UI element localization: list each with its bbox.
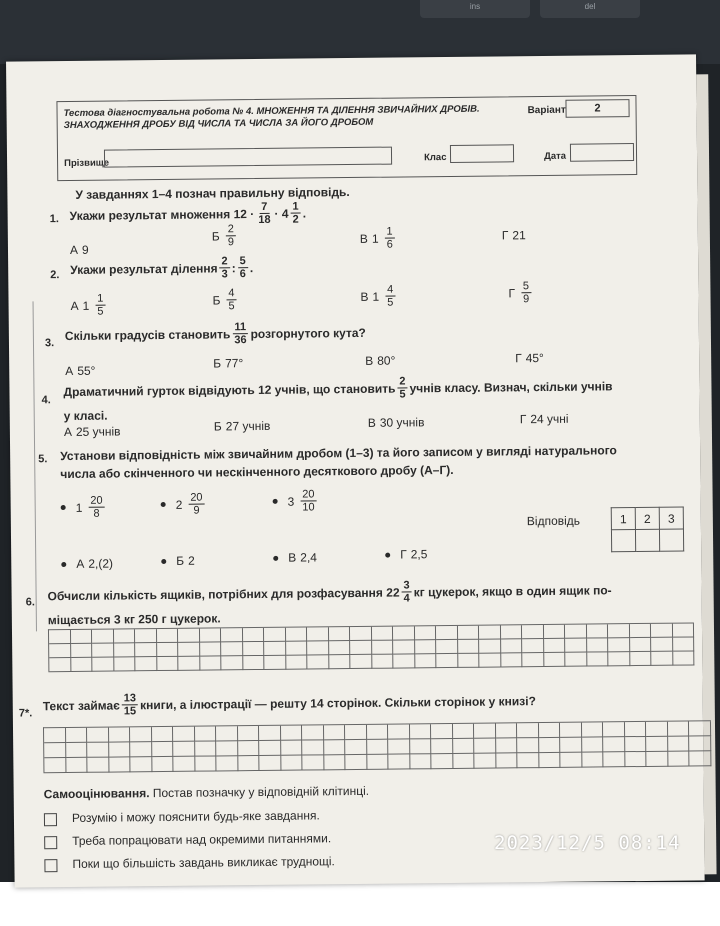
grid-cell[interactable] [565, 639, 587, 653]
grid-cell[interactable] [587, 652, 609, 666]
date-field[interactable] [570, 143, 634, 162]
date-label: Дата [543, 150, 567, 162]
answer-cell-2[interactable] [635, 529, 659, 551]
grid-cell[interactable] [538, 723, 560, 738]
q1-end: . [302, 205, 307, 221]
grid-cell[interactable] [243, 656, 265, 670]
self-assessment-item-3: Поки що більшість завдань викликає труднощі. [72, 854, 335, 871]
q7-number: 7*. [18, 707, 33, 720]
q4-line2: у класі. [63, 408, 108, 424]
grid-cell[interactable] [151, 727, 173, 742]
grid-cell[interactable] [624, 722, 646, 737]
grid-cell[interactable] [200, 656, 222, 670]
q6-fraction: $\frac{3}{4}$ [403, 579, 410, 605]
grid-cell[interactable] [646, 722, 668, 737]
grid-cell[interactable] [393, 626, 415, 640]
grid-cell[interactable] [452, 724, 474, 739]
grid-cell[interactable] [414, 626, 436, 640]
grid-cell[interactable] [582, 752, 604, 767]
grid-cell[interactable] [70, 630, 92, 644]
grid-cell[interactable] [87, 728, 109, 743]
grid-cell[interactable] [237, 726, 259, 741]
q4-option-g[interactable]: Г 24 учні [519, 411, 569, 427]
grid-cell[interactable] [560, 723, 582, 738]
q4-text [63, 373, 612, 404]
grid-cell[interactable] [113, 629, 135, 643]
grid-cell[interactable] [71, 658, 93, 672]
q6-end: кг цукерок, якщо в один ящик по- [413, 582, 612, 599]
grid-cell[interactable] [582, 737, 604, 752]
grid-cell[interactable] [474, 739, 496, 754]
q5-option-b: Б 2 [161, 554, 195, 568]
q4-option-v[interactable]: В 30 учнів [367, 415, 425, 430]
grid-cell[interactable] [108, 727, 130, 742]
grid-cell[interactable] [350, 655, 372, 669]
grid-cell[interactable] [367, 755, 389, 770]
q2-prompt: Укажи результат ділення [70, 260, 218, 277]
grid-cell[interactable] [264, 656, 286, 670]
self-assessment-checkbox-1[interactable] [44, 813, 57, 826]
grid-cell[interactable] [372, 655, 394, 669]
grid-cell[interactable] [495, 723, 517, 738]
grid-cell[interactable] [66, 728, 88, 743]
grid-cell[interactable] [409, 724, 431, 739]
grid-cell[interactable] [238, 741, 260, 756]
grid-cell[interactable] [264, 628, 286, 642]
grid-cell[interactable] [109, 757, 131, 772]
q4-number: 4. [41, 394, 51, 407]
grid-cell[interactable] [221, 628, 243, 642]
grid-cell[interactable] [501, 653, 523, 667]
grid-cell[interactable] [302, 755, 324, 770]
grid-cell[interactable] [560, 738, 582, 753]
grid-cell[interactable] [350, 627, 372, 641]
grid-cell[interactable] [109, 742, 131, 757]
grid-cell[interactable] [651, 624, 673, 638]
grid-cell[interactable] [200, 642, 222, 656]
grid-cell[interactable] [668, 751, 690, 766]
grid-cell[interactable] [603, 722, 625, 737]
q1-option-a[interactable]: А 9 [69, 242, 89, 257]
grid-cell[interactable] [581, 722, 603, 737]
grid-cell[interactable] [668, 736, 690, 751]
grid-cell[interactable] [667, 721, 689, 736]
q3-number: 3. [44, 337, 55, 350]
grid-cell[interactable] [586, 624, 608, 638]
grid-cell[interactable] [329, 641, 351, 655]
grid-cell[interactable] [544, 639, 566, 653]
grid-cell[interactable] [216, 741, 238, 756]
grid-cell[interactable] [501, 639, 523, 653]
grid-cell[interactable] [243, 642, 265, 656]
grid-cell[interactable] [393, 654, 415, 668]
grid-cell[interactable] [92, 644, 114, 658]
class-field[interactable] [450, 144, 514, 163]
photo-timestamp: 2023/12/5 08:14 [494, 832, 681, 854]
variant-field[interactable]: 2 [565, 99, 629, 118]
q6-text [47, 577, 611, 608]
grid-cell[interactable] [44, 728, 66, 743]
q4-prompt: Драматичний гурток відвідують 12 учнів, що становить [63, 381, 396, 399]
q1-option-v[interactable]: В 1 $\frac{1}{6}$ [359, 225, 393, 251]
q3-option-g[interactable]: Г 45° [515, 350, 544, 366]
grid-cell[interactable] [286, 641, 308, 655]
grid-cell[interactable] [307, 627, 329, 641]
q4-option-a[interactable]: А 25 учнів [63, 424, 121, 440]
margin-line [33, 301, 37, 631]
grid-cell[interactable] [372, 641, 394, 655]
q3-option-b[interactable]: Б 77° [213, 356, 244, 371]
grid-cell[interactable] [565, 625, 587, 639]
q5-option-g: Г 2,5 [385, 547, 427, 561]
grid-cell[interactable] [410, 739, 432, 754]
grid-cell[interactable] [173, 742, 195, 757]
grid-cell[interactable] [479, 639, 501, 653]
q2-end: . [249, 260, 254, 275]
answer-cell-1[interactable] [611, 530, 635, 552]
grid-cell[interactable] [135, 629, 157, 643]
grid-cell[interactable] [539, 738, 561, 753]
grid-cell[interactable] [474, 754, 496, 769]
self-assessment-item-2: Треба попрацювати над окремими питаннями. [72, 831, 332, 848]
grid-cell[interactable] [500, 625, 522, 639]
grid-cell[interactable] [71, 644, 93, 658]
q4-fraction: $\frac{2}{5}$ [399, 375, 406, 401]
grid-cell[interactable] [630, 638, 652, 652]
grid-cell[interactable] [87, 758, 109, 773]
grid-cell[interactable] [173, 757, 195, 772]
q3-prompt: Скільки градусів становить [64, 326, 231, 343]
grid-cell[interactable] [259, 726, 281, 741]
grid-cell[interactable] [238, 756, 260, 771]
grid-cell[interactable] [458, 654, 480, 668]
grid-cell[interactable] [328, 627, 350, 641]
worksheet-page [6, 54, 705, 887]
grid-cell[interactable] [603, 737, 625, 752]
self-assessment-title: Самооцінювання. [43, 786, 150, 802]
q2-fraction-1: $\frac{2}{3}$ [221, 255, 228, 281]
grid-cell[interactable] [221, 642, 243, 656]
grid-cell[interactable] [130, 742, 152, 757]
grid-cell[interactable] [173, 727, 195, 742]
q7-answer-grid[interactable] [43, 720, 711, 773]
grid-cell[interactable] [307, 655, 329, 669]
q7-prompt: Текст займає [42, 697, 120, 713]
q2-option-b[interactable]: Б $\frac{4}{5}$ [212, 287, 235, 313]
q1-mid: · 4 [274, 206, 289, 221]
grid-cell[interactable] [415, 640, 437, 654]
grid-cell[interactable] [259, 756, 281, 771]
q1-text [70, 200, 307, 227]
grid-cell[interactable] [431, 724, 453, 739]
grid-cell[interactable] [66, 743, 88, 758]
grid-cell[interactable] [216, 756, 238, 771]
grid-cell[interactable] [345, 755, 367, 770]
grid-cell[interactable] [157, 643, 179, 657]
grid-cell[interactable] [496, 738, 518, 753]
grid-cell[interactable] [458, 640, 480, 654]
title-line-2: ЗНАХОДЖЕННЯ ДРОБУ ВІД ЧИСЛА ТА ЧИСЛА ЗА ЙОГО ДРОБОМ [63, 116, 374, 132]
grid-cell[interactable] [324, 740, 346, 755]
grid-cell[interactable] [281, 741, 303, 756]
grid-cell[interactable] [92, 658, 114, 672]
grid-cell[interactable] [156, 629, 178, 643]
answer-cell-3[interactable] [659, 529, 683, 551]
q5-item-3: 3 $\frac{20}{10}$ [273, 488, 319, 513]
q5-line1: Установи відповідність між звичайним дробом (1–3) та його записом у вигляді натурального [60, 443, 617, 464]
grid-cell[interactable] [259, 741, 281, 756]
grid-cell[interactable] [285, 627, 307, 641]
q1-option-b[interactable]: Б $\frac{2}{9}$ [211, 223, 234, 249]
grid-cell[interactable] [539, 753, 561, 768]
q3-text [65, 320, 366, 348]
q2-mid: : [231, 260, 236, 275]
title-line-1: Тестова діагностувальна робота № 4. МНОЖЕННЯ ТА ДІЛЕННЯ ЗВИЧАЙНИХ ДРОБІВ. [63, 103, 480, 120]
worksheet-title [64, 104, 494, 133]
grid-cell[interactable] [689, 721, 711, 736]
grid-cell[interactable] [436, 640, 458, 654]
grid-cell[interactable] [130, 727, 152, 742]
grid-cell[interactable] [49, 630, 71, 644]
grid-cell[interactable] [517, 738, 539, 753]
grid-cell[interactable] [388, 724, 410, 739]
q6-prompt: Обчисли кількість ящиків, потрібних для розфасування 22 [47, 585, 400, 603]
q1-fraction-1: $\frac{7}{18}$ [258, 200, 271, 226]
grid-cell[interactable] [367, 740, 389, 755]
grid-cell[interactable] [608, 652, 630, 666]
grid-cell[interactable] [324, 755, 346, 770]
self-assessment-checkbox-3[interactable] [44, 859, 57, 872]
grid-cell[interactable] [199, 628, 221, 642]
q2-number: 2. [50, 269, 60, 282]
grid-cell[interactable] [517, 753, 539, 768]
grid-cell[interactable] [345, 740, 367, 755]
grid-cell[interactable] [281, 756, 303, 771]
grid-cell[interactable] [565, 653, 587, 667]
grid-cell[interactable] [49, 658, 71, 672]
grid-cell[interactable] [673, 637, 695, 651]
grid-cell[interactable] [152, 757, 174, 772]
grid-cell[interactable] [587, 638, 609, 652]
grid-cell[interactable] [629, 624, 651, 638]
grid-cell[interactable] [431, 754, 453, 769]
q4-option-b[interactable]: Б 27 учнів [213, 418, 271, 434]
grid-cell[interactable] [66, 758, 88, 773]
self-assessment-text: Постав позначку у відповідній клітинці. [152, 783, 370, 801]
grid-cell[interactable] [608, 638, 630, 652]
grid-cell[interactable] [178, 643, 200, 657]
grid-cell[interactable] [388, 754, 410, 769]
grid-cell[interactable] [280, 726, 302, 741]
q5-option-a: А 2,(2) [61, 557, 113, 572]
grid-cell[interactable] [630, 652, 652, 666]
grid-cell[interactable] [431, 739, 453, 754]
grid-cell[interactable] [474, 724, 496, 739]
grid-cell[interactable] [152, 742, 174, 757]
worksheet-header [56, 95, 637, 181]
grid-cell[interactable] [388, 739, 410, 754]
grid-cell[interactable] [242, 628, 264, 642]
grid-cell[interactable] [651, 638, 673, 652]
q6-answer-grid[interactable] [48, 622, 694, 672]
q2-option-v[interactable]: В 1 $\frac{4}{5}$ [360, 283, 394, 309]
grid-cell[interactable] [194, 726, 216, 741]
photo-bottom-area [0, 882, 720, 926]
grid-cell[interactable] [135, 643, 157, 657]
q1-number: 1. [49, 213, 59, 226]
grid-cell[interactable] [216, 726, 238, 741]
q5-answer-label: Відповідь [526, 513, 581, 529]
grid-cell[interactable] [195, 756, 217, 771]
grid-cell[interactable] [264, 642, 286, 656]
grid-cell[interactable] [608, 624, 630, 638]
grid-cell[interactable] [393, 640, 415, 654]
grid-cell[interactable] [415, 654, 437, 668]
q2-option-g[interactable]: Г $\frac{5}{9}$ [508, 280, 530, 306]
answer-header-2: 2 [635, 507, 659, 529]
q3-option-a[interactable]: А 55° [65, 363, 96, 379]
grid-cell[interactable] [436, 654, 458, 668]
q1-fraction-2: $\frac{1}{2}$ [292, 200, 299, 226]
grid-cell[interactable] [625, 752, 647, 767]
q2-option-a[interactable]: А 1 $\frac{1}{5}$ [70, 292, 104, 318]
grid-cell[interactable] [92, 630, 114, 644]
surname-field[interactable] [104, 147, 392, 168]
self-assessment-checkbox-2[interactable] [44, 836, 57, 849]
grid-cell[interactable] [114, 657, 136, 671]
grid-cell[interactable] [302, 725, 324, 740]
answer-header-3: 3 [659, 507, 683, 529]
grid-cell[interactable] [345, 725, 367, 740]
grid-cell[interactable] [195, 741, 217, 756]
q7-text [43, 688, 536, 718]
instruction: У завданнях 1–4 познач правильну відповідь. [75, 185, 350, 202]
q7-fraction: $\frac{13}{15}$ [123, 692, 137, 718]
self-assessment-heading [44, 784, 370, 801]
grid-cell[interactable] [130, 757, 152, 772]
grid-cell[interactable] [522, 653, 544, 667]
grid-cell[interactable] [625, 737, 647, 752]
ins-key: ins [420, 0, 530, 18]
grid-cell[interactable] [410, 754, 432, 769]
grid-cell[interactable] [49, 644, 71, 658]
grid-cell[interactable] [689, 751, 711, 766]
grid-cell[interactable] [689, 736, 711, 751]
q6-line2: міщається 3 кг 250 г цукерок. [47, 611, 221, 628]
grid-cell[interactable] [646, 752, 668, 767]
grid-cell[interactable] [302, 740, 324, 755]
grid-cell[interactable] [651, 652, 673, 666]
grid-cell[interactable] [673, 651, 695, 665]
grid-cell[interactable] [178, 629, 200, 643]
grid-cell[interactable] [286, 655, 308, 669]
grid-cell[interactable] [453, 739, 475, 754]
q5-item-2: 2 $\frac{20}{9}$ [161, 492, 207, 517]
grid-cell[interactable] [178, 657, 200, 671]
grid-cell[interactable] [522, 625, 544, 639]
grid-cell[interactable] [87, 743, 109, 758]
q5-line2: числа або скінченного чи нескінченного десяткового дробу (А–Г). [60, 462, 454, 482]
grid-cell[interactable] [114, 643, 136, 657]
grid-cell[interactable] [517, 723, 539, 738]
q2-fraction-2: $\frac{5}{6}$ [239, 255, 246, 281]
grid-cell[interactable] [366, 725, 388, 740]
grid-cell[interactable] [307, 641, 329, 655]
grid-cell[interactable] [350, 641, 372, 655]
grid-cell[interactable] [329, 655, 351, 669]
grid-cell[interactable] [457, 626, 479, 640]
grid-cell[interactable] [479, 653, 501, 667]
grid-cell[interactable] [544, 653, 566, 667]
grid-cell[interactable] [323, 725, 345, 740]
q5-answer-table[interactable] [611, 507, 684, 553]
grid-cell[interactable] [560, 753, 582, 768]
q3-fraction: $\frac{11}{36}$ [234, 321, 247, 347]
answer-header-1: 1 [611, 508, 635, 530]
grid-cell[interactable] [646, 737, 668, 752]
grid-cell[interactable] [603, 752, 625, 767]
grid-cell[interactable] [453, 754, 475, 769]
del-key: del [540, 0, 640, 18]
q5-item-1: 1 $\frac{20}{8}$ [61, 495, 107, 520]
q5-option-v: В 2,4 [273, 550, 317, 564]
grid-cell[interactable] [479, 625, 501, 639]
grid-cell[interactable] [44, 758, 66, 773]
class-label: Клас [423, 152, 447, 164]
q5-number: 5. [38, 453, 48, 466]
surname-label: Прізвище [64, 157, 110, 170]
q7-end: книги, а ілюстрації — решту 14 сторінок. Скільки сторінок у книзі? [139, 693, 536, 712]
grid-cell[interactable] [157, 657, 179, 671]
grid-cell[interactable] [221, 656, 243, 670]
grid-cell[interactable] [371, 627, 393, 641]
grid-cell[interactable] [672, 623, 694, 637]
grid-cell[interactable] [543, 625, 565, 639]
q2-text [70, 255, 253, 282]
grid-cell[interactable] [135, 657, 157, 671]
grid-cell[interactable] [44, 743, 66, 758]
grid-cell[interactable] [496, 753, 518, 768]
variant-label: Варіант [527, 104, 566, 117]
q6-number: 6. [25, 596, 35, 609]
q3-end: розгорнутого кута? [250, 325, 366, 341]
q1-option-g[interactable]: Г 21 [501, 228, 526, 243]
q3-option-v[interactable]: В 80° [365, 353, 396, 368]
q1-prompt: Укажи результат множення 12 · [69, 206, 255, 223]
grid-cell[interactable] [436, 626, 458, 640]
grid-cell[interactable] [522, 639, 544, 653]
q4-end: учнів класу. Визнач, скільки учнів [409, 378, 613, 395]
self-assessment-item-1: Розумію і можу пояснити будь-яке завдання. [71, 808, 320, 825]
